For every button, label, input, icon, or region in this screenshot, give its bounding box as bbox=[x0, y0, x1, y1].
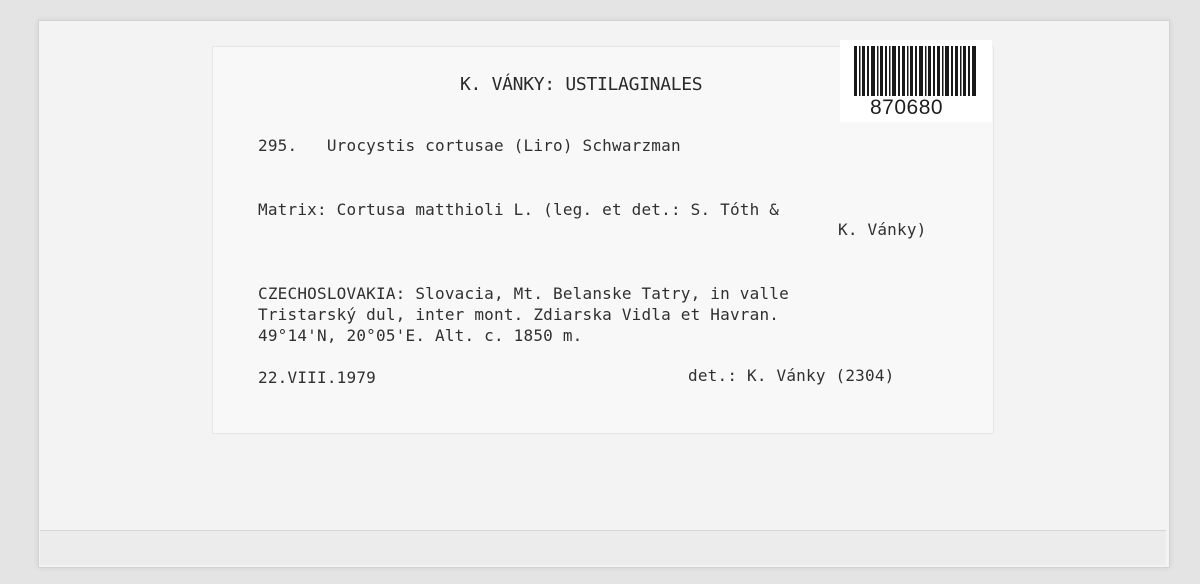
species-name: 295. Urocystis cortusae (Liro) Schwarzman bbox=[258, 136, 681, 155]
locality-line-1: CZECHOSLOVAKIA: Slovacia, Mt. Belanske Tatry, in valle bbox=[258, 284, 789, 303]
envelope-flap bbox=[40, 530, 1166, 565]
locality-line-3: 49°14'N, 20°05'E. Alt. c. 1850 m. bbox=[258, 326, 583, 345]
barcode-sticker bbox=[840, 40, 992, 122]
barcode-number: 870680 bbox=[870, 96, 944, 119]
locality-line-2: Tristarský dul, inter mont. Zdiarska Vidla et Havran. bbox=[258, 305, 780, 324]
matrix-line-2: K. Vánky) bbox=[838, 220, 927, 239]
collection-title: K. VÁNKY: USTILAGINALES bbox=[460, 74, 703, 95]
barcode-image bbox=[854, 46, 976, 96]
determiner: det.: K. Vánky (2304) bbox=[688, 366, 895, 385]
collection-date: 22.VIII.1979 bbox=[258, 368, 376, 387]
matrix-line-1: Matrix: Cortusa matthioli L. (leg. et det.: S. Tóth & bbox=[258, 200, 780, 219]
